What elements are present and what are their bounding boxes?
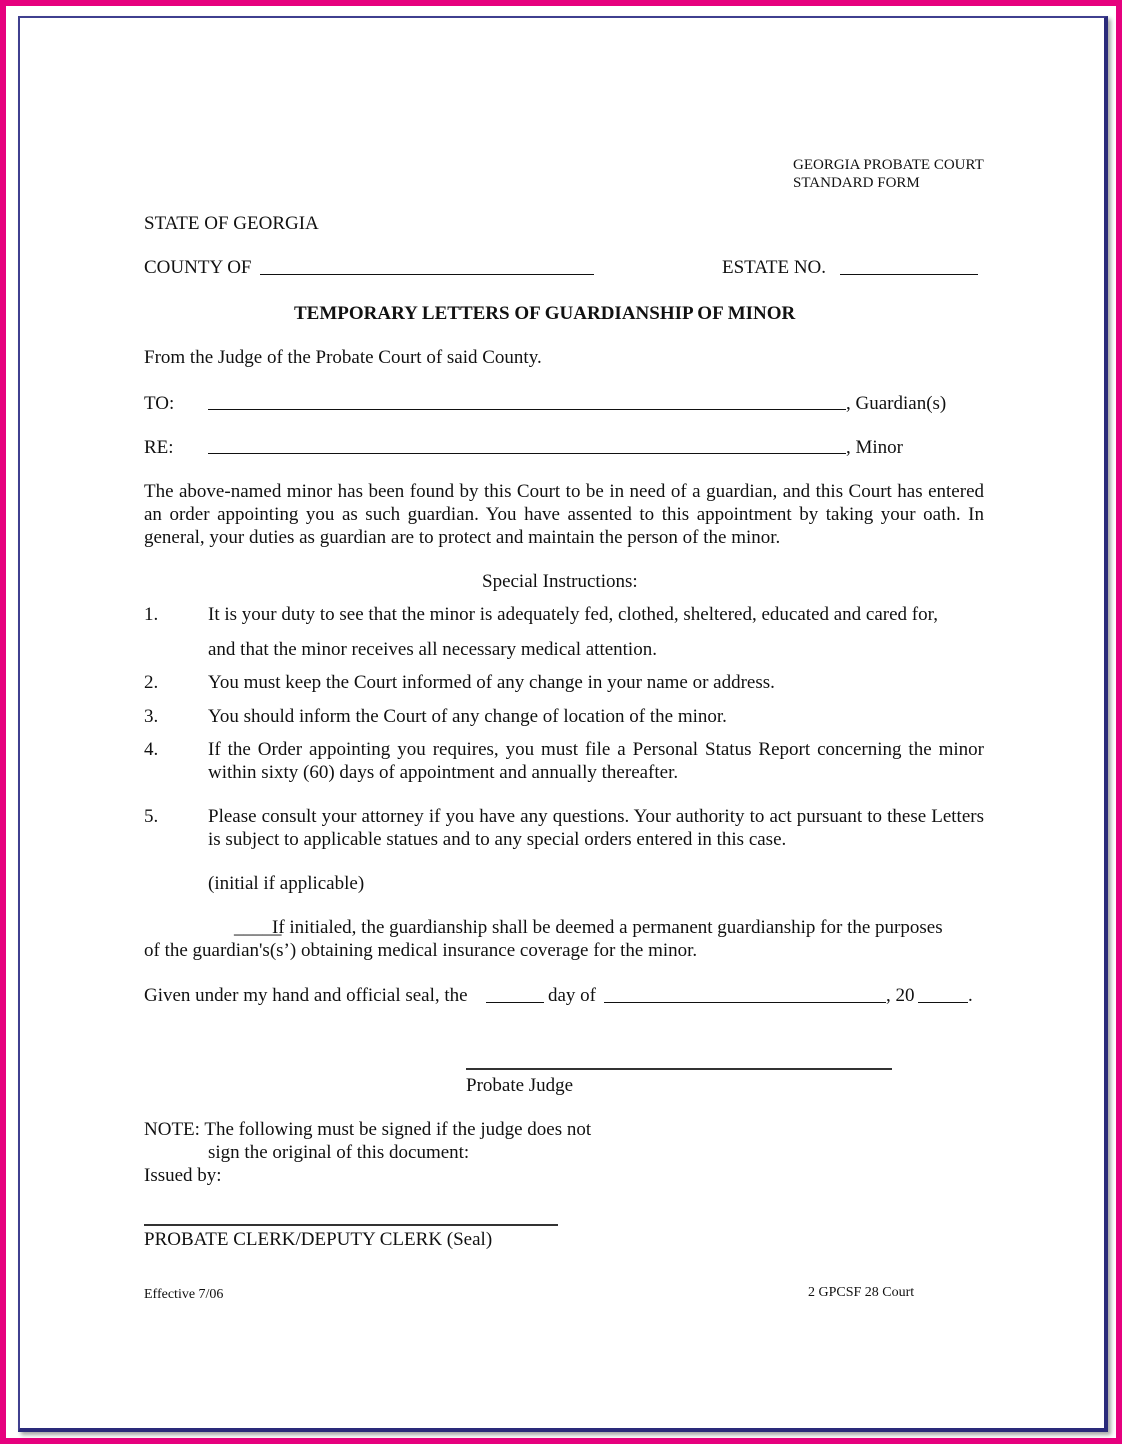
instruction-1-line1: It is your duty to see that the minor is adequately fed, clothed, sheltered, educated and cared for,	[208, 604, 938, 625]
state-label: STATE OF GEORGIA	[144, 213, 319, 234]
given-text-part3: , 20	[886, 985, 915, 1006]
county-label: COUNTY OF	[144, 257, 252, 278]
issued-by-label: Issued by:	[144, 1165, 222, 1186]
instruction-2-number: 2.	[144, 672, 159, 693]
probate-judge-label: Probate Judge	[466, 1075, 574, 1096]
note-line1: NOTE: The following must be signed if the judge does not	[144, 1119, 592, 1140]
court-header-line2: STANDARD FORM	[793, 175, 920, 191]
instruction-2-text: You must keep the Court informed of any change in your name or address.	[208, 672, 775, 693]
day-field-line[interactable]	[486, 1002, 544, 1003]
instruction-4-text: If the Order appointing you requires, you must file a Personal Status Report concerning the minor within sixty (60) days of appointment and annually thereafter.	[208, 739, 984, 783]
county-field-line[interactable]	[260, 274, 594, 275]
page-background	[6, 6, 1116, 1438]
instruction-4-number: 4.	[144, 739, 159, 760]
footer-effective-date: Effective 7/06	[144, 1287, 224, 1302]
given-text-part1: Given under my hand and official seal, the	[144, 985, 468, 1006]
re-label: RE:	[144, 437, 174, 458]
guardian-suffix: , Guardian(s)	[846, 393, 947, 414]
month-field-line[interactable]	[604, 1002, 886, 1003]
instruction-5-text: Please consult your attorney if you have any questions. Your authority to act pursuant to these Letters is subject to applicable statues and to any special orders entered in this case.	[208, 806, 984, 850]
footer-form-number: 2 GPCSF 28 Court	[808, 1285, 915, 1300]
initial-blank[interactable]: _____	[234, 917, 282, 938]
judge-signature-line[interactable]	[466, 1068, 892, 1070]
instruction-3-text: You should inform the Court of any change of location of the minor.	[208, 706, 727, 727]
to-label: TO:	[144, 393, 175, 414]
instruction-5-number: 5.	[144, 806, 159, 827]
from-judge-text: From the Judge of the Probate Court of said County.	[144, 347, 542, 368]
estate-label: ESTATE NO.	[722, 257, 827, 278]
initial-if-applicable-note: (initial if applicable)	[208, 873, 365, 894]
given-text-part4: .	[968, 985, 973, 1006]
special-instructions-heading: Special Instructions:	[482, 571, 638, 592]
initialed-text-line2: of the guardian's(s’) obtaining medical insurance coverage for the minor.	[144, 940, 698, 961]
minor-name-field-line[interactable]	[208, 453, 846, 454]
instruction-3-number: 3.	[144, 706, 159, 727]
minor-suffix: , Minor	[846, 437, 903, 458]
note-line2: sign the original of this document:	[208, 1142, 470, 1163]
year-field-line[interactable]	[918, 1002, 968, 1003]
instruction-1-line2: and that the minor receives all necessary medical attention.	[208, 639, 657, 660]
intro-paragraph: The above-named minor has been found by this Court to be in need of a guardian, and this Court has entered an order appointing you as such guardian. You have assented to this appointment by taking your oath. In general, your duties as guardian are to protect and maintain the person of the minor.	[144, 481, 984, 548]
clerk-signature-line[interactable]	[144, 1224, 558, 1226]
court-header-line1: GEORGIA PROBATE COURT	[793, 157, 984, 173]
clerk-label: PROBATE CLERK/DEPUTY CLERK (Seal)	[144, 1229, 493, 1250]
document-sheet	[18, 16, 1108, 1432]
guardian-name-field-line[interactable]	[208, 409, 846, 410]
given-text-part2: day of	[548, 985, 597, 1006]
form-title: TEMPORARY LETTERS OF GUARDIANSHIP OF MINOR	[294, 303, 796, 324]
estate-number-field-line[interactable]	[840, 274, 978, 275]
instruction-1-number: 1.	[144, 604, 159, 625]
initialed-text-line1: If initialed, the guardianship shall be deemed a permanent guardianship for the purposes	[272, 917, 943, 938]
